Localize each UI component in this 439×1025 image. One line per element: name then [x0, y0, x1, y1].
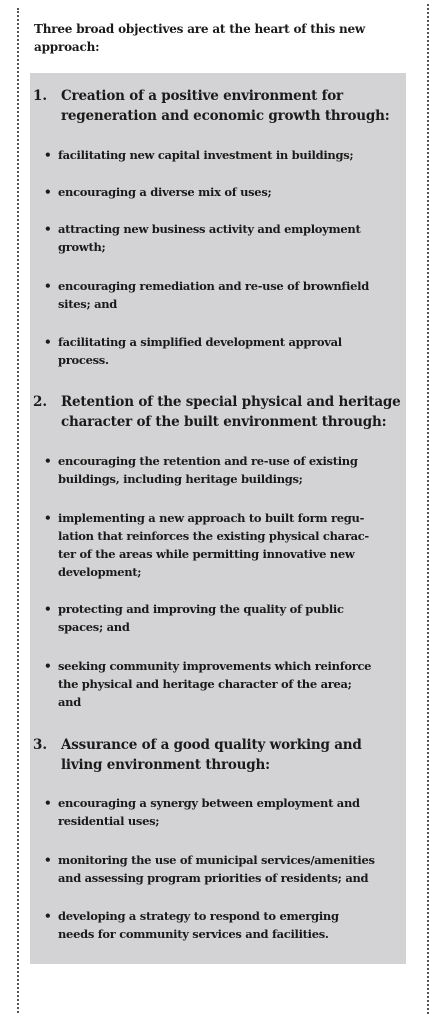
bullet-icon: • [44, 279, 52, 293]
bullet-text: developing a strategy to respond to emerging needs for community services and facilities. [58, 909, 339, 941]
objectives-panel [30, 73, 406, 964]
bullet-icon: • [44, 909, 52, 923]
bullet-icon: • [44, 659, 52, 673]
dotted-border-left [17, 8, 19, 1013]
bullet-icon: • [44, 853, 52, 867]
objective-number: 2. [33, 394, 48, 410]
dotted-border-right [427, 4, 429, 1014]
bullet-text: facilitating new capital investment in buildings; [58, 148, 354, 162]
objective-title: Creation of a positive environment for regeneration and economic growth through: [61, 88, 390, 124]
objective-title: Retention of the special physical and heritage character of the built environment through: [61, 394, 401, 430]
bullet-icon: • [44, 222, 52, 236]
objective-number: 3. [33, 737, 48, 753]
bullet-icon: • [44, 335, 52, 349]
bullet-text: encouraging remediation and re-use of brownfield sites; and [58, 279, 369, 311]
bullet-icon: • [44, 796, 52, 810]
objective-number: 1. [33, 88, 48, 104]
bullet-text: implementing a new approach to built form regu- lation that reinforces the existing physical charac- ter of the areas while permitting innovative new development; [58, 511, 369, 579]
bullet-text: encouraging a diverse mix of uses; [58, 185, 272, 199]
bullet-icon: • [44, 185, 52, 199]
bullet-icon: • [44, 511, 52, 525]
bullet-icon: • [44, 454, 52, 468]
objective-title: Assurance of a good quality working and living environment through: [61, 737, 362, 773]
bullet-icon: • [44, 148, 52, 162]
bullet-text: encouraging the retention and re-use of existing buildings, including heritage buildings; [58, 454, 358, 486]
bullet-icon: • [44, 602, 52, 616]
bullet-text: attracting new business activity and employment growth; [58, 222, 361, 254]
bullet-text: monitoring the use of municipal services/amenities and assessing program priorities of residents; and [58, 853, 375, 885]
bullet-text: seeking community improvements which reinforce the physical and heritage character of the area; and [58, 659, 372, 709]
intro-text: Three broad objectives are at the heart of this new approach: [34, 22, 366, 54]
bullet-text: facilitating a simplified development approval process. [58, 335, 342, 367]
bullet-text: encouraging a synergy between employment and residential uses; [58, 796, 360, 828]
bullet-text: protecting and improving the quality of public spaces; and [58, 602, 344, 634]
